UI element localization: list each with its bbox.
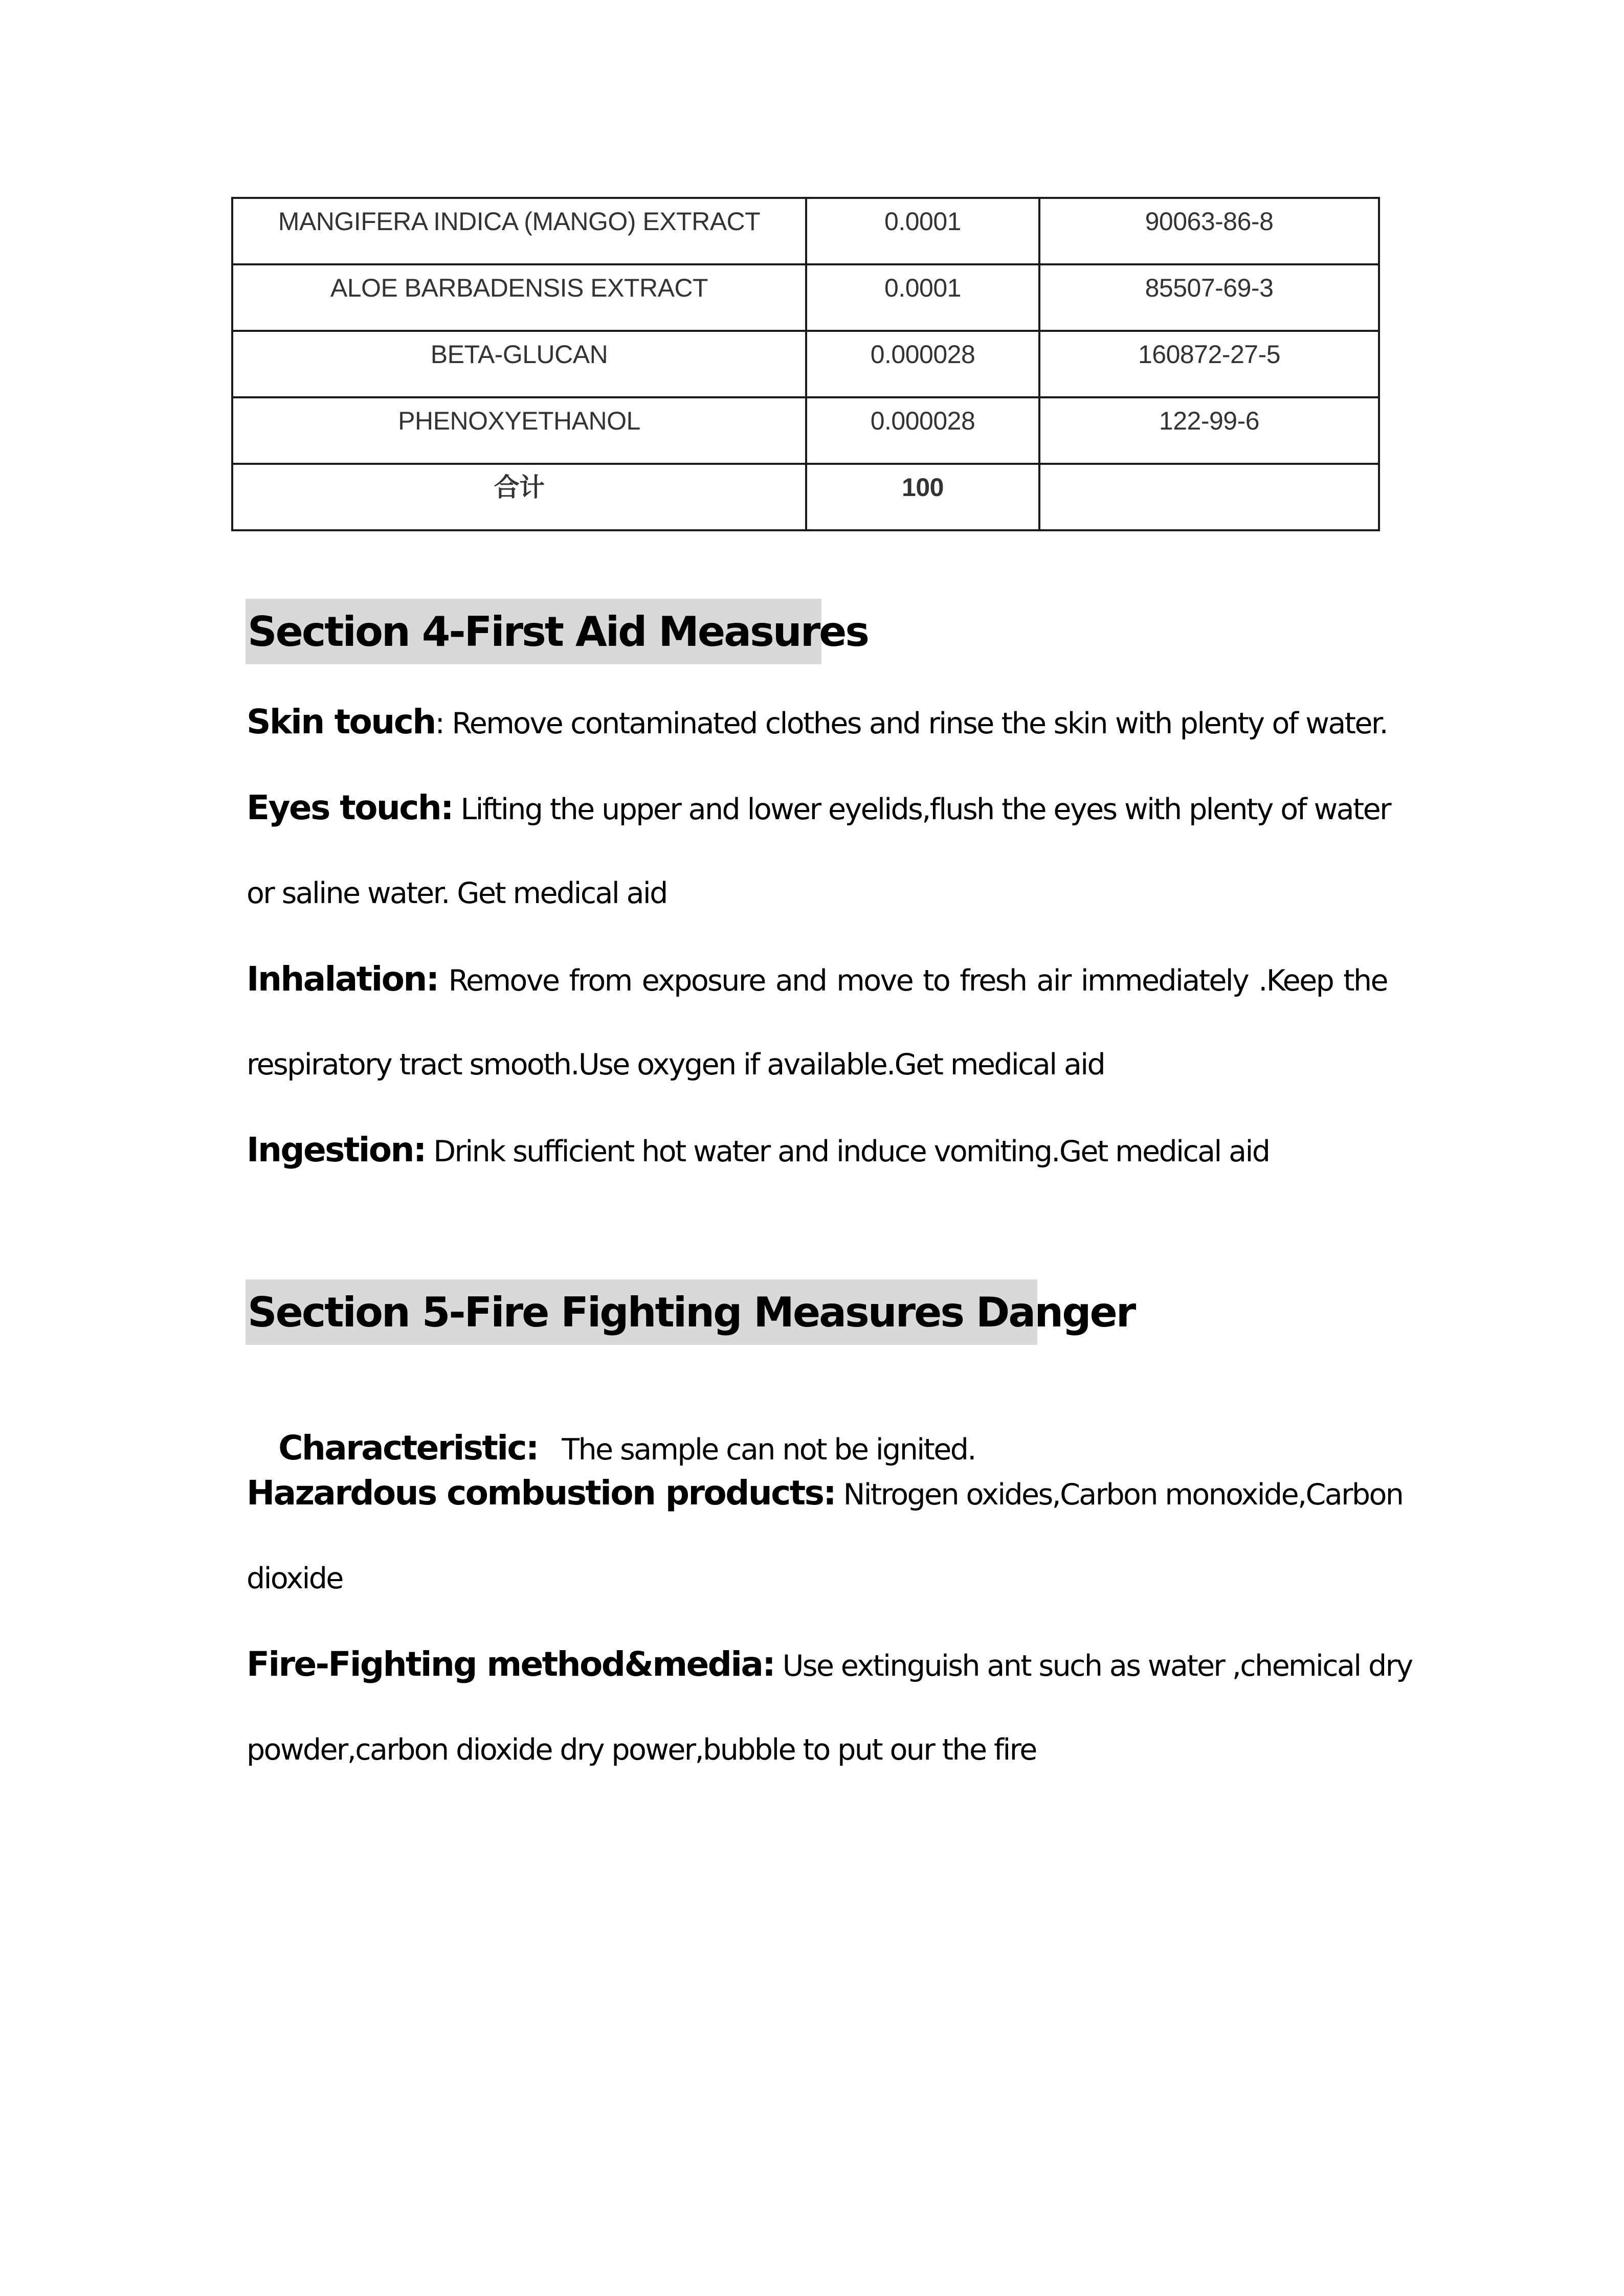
eyes-touch-line [247, 787, 1390, 830]
inhalation-text: Remove from exposure and move to fresh air immediately .Keep the [438, 964, 1387, 998]
section-5-heading-band [246, 1279, 1135, 1345]
ingestion-text: Drink sufficient hot water and induce vomiting.Get medical aid [425, 1135, 1270, 1168]
inhalation-text-2: respiratory tract smooth.Use oxygen if available.Get medical aid [247, 1048, 1105, 1082]
ingredient-name-cell: PHENOXYETHANOL [232, 397, 806, 464]
section-5-title: Section 5-Fire Fighting Measures Danger [248, 1288, 1135, 1336]
inhalation-line [247, 959, 1387, 1001]
percent-cell: 0.0001 [806, 264, 1039, 331]
inhalation-line-2 [247, 1044, 1387, 1085]
characteristic-text: The sample can not be ignited. [538, 1433, 975, 1467]
firefighting-method-text: Use extinguish ant such as water ,chemical dry [774, 1649, 1412, 1683]
eyes-touch-text: Lifting the upper and lower eyelids,flush the eyes with plenty of water [452, 793, 1390, 826]
ingredient-name-cell: MANGIFERA INDICA (MANGO) EXTRACT [232, 198, 806, 264]
cas-number-cell: 160872-27-5 [1039, 331, 1379, 397]
firefighting-method-text-2: powder,carbon dioxide dry power,bubble to put our the fire [247, 1733, 1036, 1767]
skin-touch-colon: : [435, 707, 444, 740]
ingredient-name-cell: BETA-GLUCAN [232, 331, 806, 397]
hazardous-products-text: Nitrogen oxides,Carbon monoxide,Carbon [835, 1478, 1403, 1512]
composition-table [231, 197, 1380, 531]
table-row [232, 397, 1379, 464]
section-4-heading-band [246, 599, 869, 664]
table-total-row [232, 464, 1379, 530]
total-percent-cell: 100 [806, 464, 1039, 530]
hazardous-products-text-2: dioxide [247, 1562, 343, 1595]
inhalation-label: Inhalation: [247, 959, 438, 999]
ingredient-name-cell: ALOE BARBADENSIS EXTRACT [232, 264, 806, 331]
ingestion-line [247, 1130, 1387, 1172]
cas-number-cell: 90063-86-8 [1039, 198, 1379, 264]
table-row [232, 264, 1379, 331]
eyes-touch-label: Eyes touch: [247, 788, 453, 827]
percent-cell: 0.0001 [806, 198, 1039, 264]
hazardous-products-line-2 [247, 1558, 1387, 1599]
ingestion-label: Ingestion: [247, 1130, 426, 1169]
percent-cell: 0.000028 [806, 331, 1039, 397]
hazardous-products-line [247, 1473, 1403, 1515]
eyes-touch-line-2 [247, 873, 1387, 914]
hazardous-products-label: Hazardous combustion products: [247, 1473, 836, 1513]
cas-number-cell: 85507-69-3 [1039, 264, 1379, 331]
firefighting-method-label: Fire-Fighting method&media: [247, 1645, 775, 1684]
percent-cell: 0.000028 [806, 397, 1039, 464]
total-label-cell: 合计 [232, 464, 806, 530]
cas-number-cell: 122-99-6 [1039, 397, 1379, 464]
skin-touch-line [247, 702, 1387, 744]
section-4-title: Section 4-First Aid Measures [248, 607, 869, 656]
eyes-touch-text-2: or saline water. Get medical aid [247, 876, 667, 910]
firefighting-method-line-2 [247, 1729, 1387, 1770]
skin-touch-text: Remove contaminated clothes and rinse the skin with plenty of water. [443, 707, 1387, 740]
skin-touch-label: Skin touch [247, 702, 435, 741]
table-row [232, 331, 1379, 397]
firefighting-method-line [247, 1644, 1412, 1686]
total-cas-cell [1039, 464, 1379, 530]
characteristic-label: Characteristic: [278, 1428, 538, 1468]
table-row [232, 198, 1379, 264]
